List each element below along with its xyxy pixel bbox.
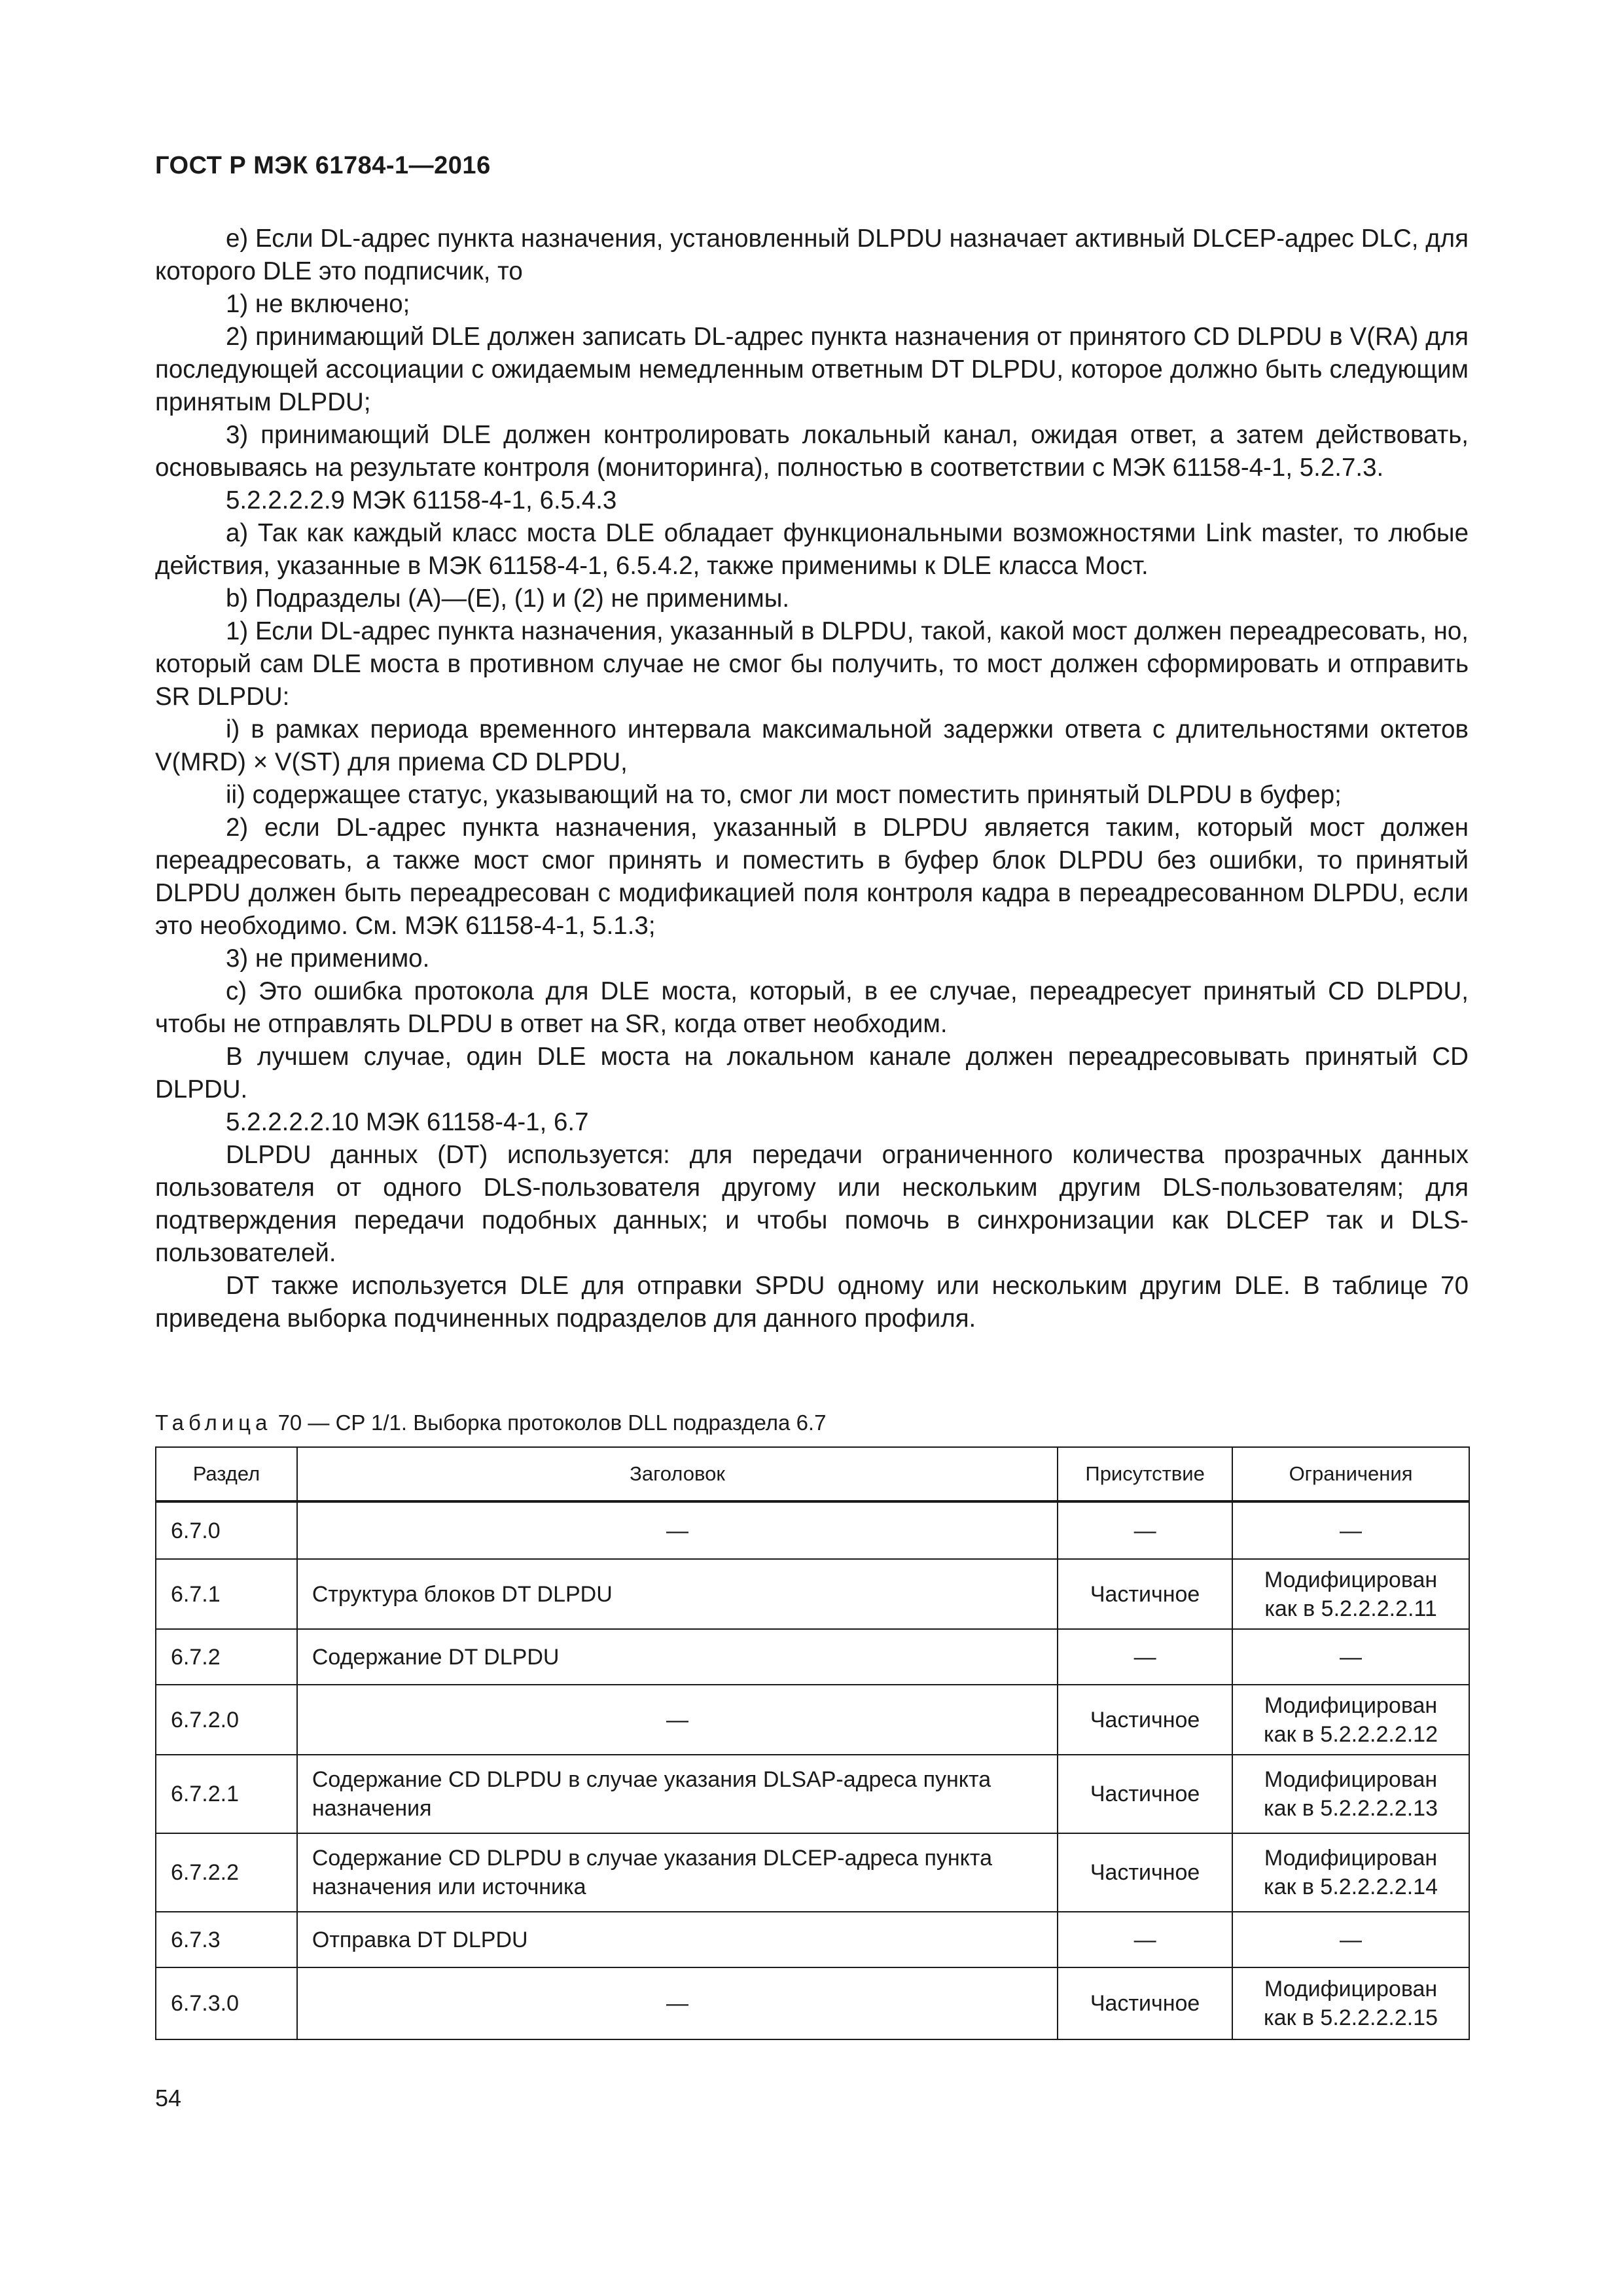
table-header-row — [156, 1447, 1469, 1501]
table-row — [156, 1912, 1469, 1967]
paragraph: 2) если DL-адрес пункта назначения, указанный в DLPDU является таким, который мост должен переадресовать, а также мост смог принять и поместить в буфер блок DLPDU без ошибки, то принятый DLPDU должен быть переадресован с модификацией поля контроля кадра в переадресованном DLPDU, если это необходимо. См. МЭК 61158-4-1, 5.1.3; — [155, 814, 1469, 940]
page-number: 54 — [155, 2085, 182, 2111]
cell-restrictions: Модифицирован как в 5.2.2.2.2.12 — [1232, 1685, 1469, 1755]
cell-title: — — [297, 1967, 1058, 2039]
paragraph: 3) принимающий DLE должен контролировать локальный канал, ожидая ответ, а затем действовать, основываясь на результате контроля (мониторинга), полностью в соответствии с МЭК 61158-4-1, 5.2.7.3. — [155, 421, 1469, 482]
cell-presence: — — [1058, 1629, 1232, 1685]
section-reference: 5.2.2.2.2.9 МЭК 61158-4-1, 6.5.4.3 — [226, 486, 617, 514]
cell-section: 6.7.2.2 — [156, 1833, 297, 1912]
cell-presence: — — [1058, 1501, 1232, 1559]
table-caption — [155, 1410, 826, 1435]
table-row — [156, 1833, 1469, 1912]
paragraph: В лучшем случае, один DLE моста на локальном канале должен переадресовывать принятый CD DLPDU. — [155, 1043, 1469, 1103]
paragraph: 2) принимающий DLE должен записать DL-адрес пункта назначения от принятого CD DLPDU в V(RA) для последующей ассоциации с ожидаемым немедленным ответным DT DLPDU, которое должно быть следующим принятым DLPDU; — [155, 323, 1469, 416]
protocol-table — [155, 1446, 1470, 2040]
table-row — [156, 1685, 1469, 1755]
body-text — [155, 223, 1469, 1335]
cell-restrictions: Модифицирован как в 5.2.2.2.2.13 — [1232, 1755, 1469, 1833]
cell-section: 6.7.3 — [156, 1912, 297, 1967]
paragraph: i) в рамках периода временного интервала максимальной задержки ответа с длительностями октетов V(MRD) × V(ST) для приема CD DLPDU, — [155, 715, 1469, 776]
table-caption-text: 70 — CP 1/1. Выборка протоколов DLL подраздела 6.7 — [277, 1410, 827, 1435]
cell-restrictions: — — [1232, 1912, 1469, 1967]
paragraph: DT также используется DLE для отправки SPDU одному или нескольким другим DLE. В таблице 70 приведена выборка подчиненных подразделов для данного профиля. — [155, 1272, 1469, 1333]
table-row — [156, 1967, 1469, 2039]
cell-title: Содержание CD DLPDU в случае указания DLSAP-адреса пункта назначения — [297, 1755, 1058, 1833]
cell-restrictions: — — [1232, 1501, 1469, 1559]
column-header: Присутствие — [1058, 1447, 1232, 1501]
section-reference: 5.2.2.2.2.10 МЭК 61158-4-1, 6.7 — [226, 1108, 589, 1136]
column-header: Заголовок — [297, 1447, 1058, 1501]
document-header: ГОСТ Р МЭК 61784-1—2016 — [155, 152, 491, 179]
cell-restrictions: Модифицирован как в 5.2.2.2.2.15 — [1232, 1967, 1469, 2039]
cell-presence: Частичное — [1058, 1833, 1232, 1912]
paragraph: 1) не включено; — [226, 290, 410, 318]
paragraph: DLPDU данных (DT) используется: для передачи ограниченного количества прозрачных данных пользователя от одного DLS-пользователя другому или нескольким другим DLS-пользователям; для подтверждения передачи подобных данных; и чтобы помочь в синхронизации как DLCEP так и DLS-пользователей. — [155, 1141, 1469, 1267]
cell-restrictions: Модифицирован как в 5.2.2.2.2.11 — [1232, 1559, 1469, 1629]
cell-section: 6.7.2 — [156, 1629, 297, 1685]
cell-section: 6.7.1 — [156, 1559, 297, 1629]
paragraph: е) Если DL-адрес пункта назначения, установленный DLPDU назначает активный DLCEP-адрес DLC, для которого DLE это подписчик, то — [155, 224, 1469, 285]
cell-section: 6.7.3.0 — [156, 1967, 297, 2039]
cell-title: Содержание DT DLPDU — [297, 1629, 1058, 1685]
table-caption-label: Таблица — [155, 1410, 272, 1435]
cell-title: — — [297, 1501, 1058, 1559]
cell-section: 6.7.0 — [156, 1501, 297, 1559]
paragraph: 3) не применимо. — [226, 944, 430, 973]
paragraph: 1) Если DL-адрес пункта назначения, указанный в DLPDU, такой, какой мост должен переадресовать, но, который сам DLE моста в противном случае не смог бы получить, то мост должен сформировать и отправить SR DLPDU: — [155, 617, 1469, 711]
cell-restrictions: — — [1232, 1629, 1469, 1685]
table-row — [156, 1559, 1469, 1629]
cell-presence: Частичное — [1058, 1559, 1232, 1629]
cell-title: Содержание CD DLPDU в случае указания DLCEP-адреса пункта назначения или источника — [297, 1833, 1058, 1912]
cell-title: — — [297, 1685, 1058, 1755]
cell-title: Отправка DT DLPDU — [297, 1912, 1058, 1967]
paragraph: с) Это ошибка протокола для DLE моста, который, в ее случае, переадресует принятый CD DLPDU, чтобы не отправлять DLPDU в ответ на SR, когда ответ необходим. — [155, 977, 1469, 1038]
column-header: Раздел — [156, 1447, 297, 1501]
column-header: Ограничения — [1232, 1447, 1469, 1501]
table-row — [156, 1755, 1469, 1833]
cell-presence: Частичное — [1058, 1685, 1232, 1755]
cell-section: 6.7.2.1 — [156, 1755, 297, 1833]
cell-presence: Частичное — [1058, 1755, 1232, 1833]
cell-section: 6.7.2.0 — [156, 1685, 297, 1755]
cell-presence: — — [1058, 1912, 1232, 1967]
table-row — [156, 1629, 1469, 1685]
paragraph: а) Так как каждый класс моста DLE обладает функциональными возможностями Link master, то любые действия, указанные в МЭК 61158-4-1, 6.5.4.2, также применимы к DLE класса Мост. — [155, 519, 1469, 580]
paragraph: ii) содержащее статус, указывающий на то, смог ли мост поместить принятый DLPDU в буфер; — [226, 781, 1342, 809]
cell-presence: Частичное — [1058, 1967, 1232, 2039]
paragraph: b) Подразделы (А)—(Е), (1) и (2) не применимы. — [226, 584, 790, 613]
cell-restrictions: Модифицирован как в 5.2.2.2.2.14 — [1232, 1833, 1469, 1912]
table-row — [156, 1501, 1469, 1559]
cell-title: Структура блоков DT DLPDU — [297, 1559, 1058, 1629]
